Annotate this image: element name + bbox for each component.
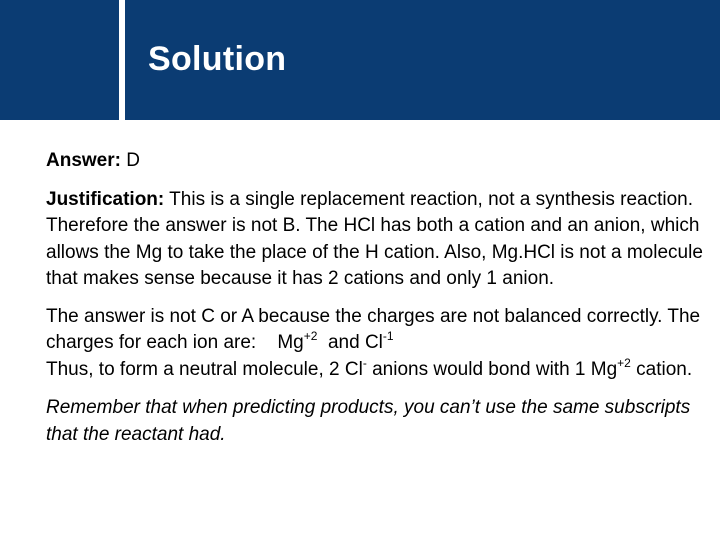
mg-charge-2: +2 [617, 355, 631, 370]
cl-symbol: Cl [364, 332, 383, 353]
mg-symbol-2: Mg [590, 358, 618, 380]
cl-charge-2: - [362, 355, 367, 370]
answer-line [46, 148, 706, 175]
explanation-line-2-end: cation. [636, 358, 693, 380]
answer-value: D [126, 150, 140, 171]
reminder-paragraph: Remember that when predicting products, you can’t use the same subscripts that the reactant had. [46, 397, 691, 445]
justification-paragraph [46, 187, 706, 293]
slide-content [46, 148, 706, 448]
justification-text: This is a single replacement reaction, not a synthesis reaction. Therefore the answer is not B. The HCl has both a cation and an anion, which allows the Mg to take the place of the H cation. Also, Mg.HCl is not a molecule that makes sense because it has 2 cations and only 1 anion. [46, 188, 703, 289]
slide-title: Solution [148, 40, 287, 78]
explanation-line-2-start: Thus, to form a neutral molecule, 2 [46, 358, 340, 380]
cl-symbol-2: Cl [344, 358, 363, 380]
answer-label: Answer: [46, 150, 121, 171]
mg-charge: +2 [303, 329, 318, 343]
explanation-line-1: The answer is not C or A because the charges are not balanced correctly. The charges for each ion are: [46, 305, 701, 353]
cl-charge: -1 [382, 329, 394, 343]
header-left-panel [0, 0, 118, 120]
justification-label: Justification: [46, 188, 165, 210]
header-divider [119, 0, 125, 120]
explanation-paragraph [46, 304, 706, 384]
explanation-line-2-middle: anions would bond with 1 [372, 358, 586, 380]
mg-symbol: Mg [277, 332, 304, 353]
and-text: and [327, 332, 360, 353]
slide-header [0, 0, 720, 120]
